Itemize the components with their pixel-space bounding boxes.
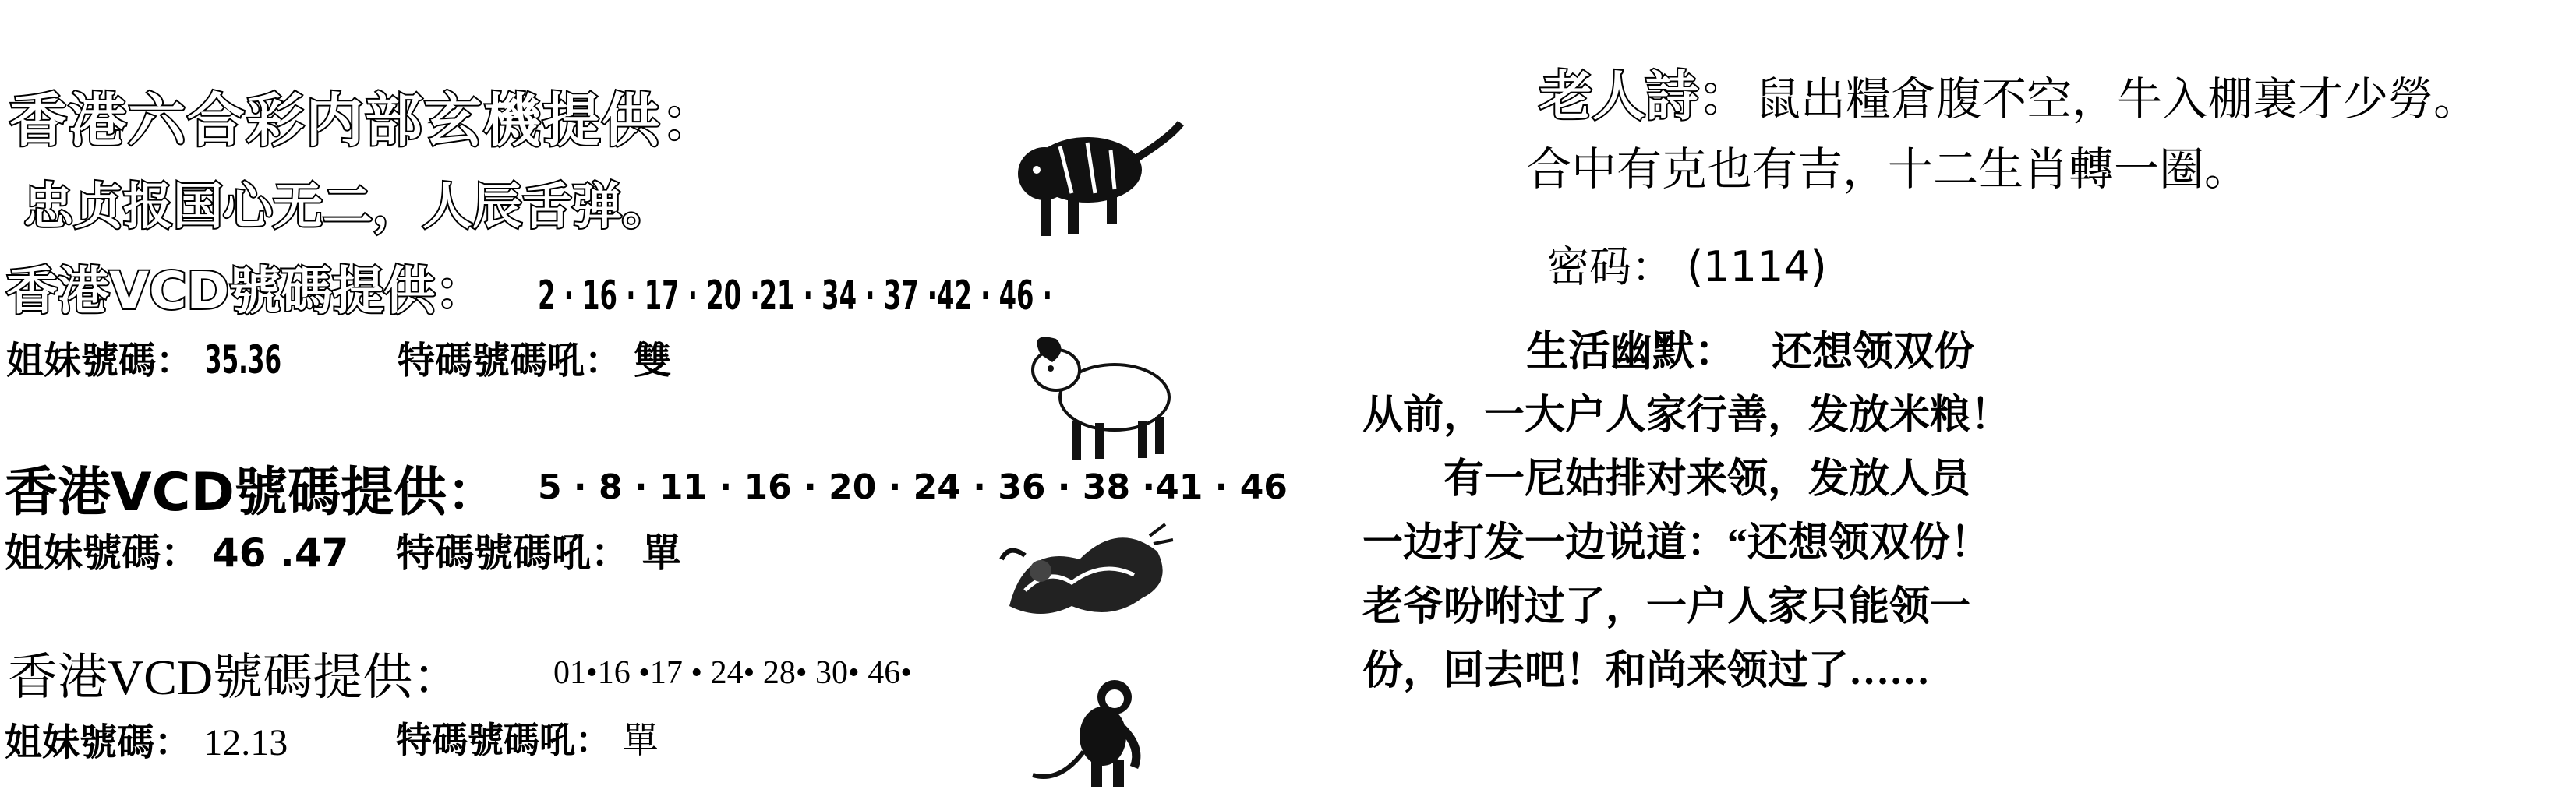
humor-title: 还想领双份: [1772, 330, 1975, 375]
block3-sister-row: [5, 712, 288, 766]
block1-sister-row: [6, 330, 328, 384]
dragon-icon: [994, 513, 1181, 629]
block1-label: 香港VCD號碼提供：: [6, 261, 487, 321]
block1-special-label: 特碼號碼吼：: [398, 339, 623, 382]
block1-sister-value: 35.36: [205, 337, 282, 382]
block3-sister-label: 姐妹號碼：: [5, 722, 193, 763]
block2-special-value: 單: [641, 530, 681, 576]
password-row: [1547, 234, 1827, 294]
block2-special-row: [396, 522, 681, 578]
main-title: 香港六合彩内部玄機提供：: [9, 87, 720, 154]
block2-sister-value: 46 .47: [211, 530, 349, 576]
block3-special-row: [396, 712, 659, 763]
block1-numbers-text: 2 · 16 · 17 · 20 ·21 · 34 · 37 ·42 · 46 ·: [538, 273, 1052, 319]
story-line-3: 一边打发一边说道：“还想领双份！: [1362, 521, 1991, 566]
goat-icon: [1021, 323, 1185, 463]
block2-sister-label: 姐妹號碼：: [5, 530, 200, 576]
monkey-icon: [1029, 674, 1154, 791]
block2-label: 香港VCD號碼提供：: [5, 462, 500, 523]
humor-label: 生活幽默：: [1526, 326, 1737, 375]
block1-sister-label: 姐妹號碼：: [6, 339, 194, 382]
poem-line1-row: [1539, 55, 2479, 130]
block1-numbers: [538, 273, 1239, 319]
block3-numbers: 01•16 •17 • 24• 28• 30• 46•: [553, 655, 912, 691]
poem-label: 老人詩：: [1539, 66, 1752, 128]
block3-sister-value: 12.13: [203, 722, 288, 763]
block2-numbers: 5 · 8 · 11 · 16 · 20 · 24 · 36 · 38 ·41 · 46: [538, 467, 1288, 507]
block3-label: 香港VCD號碼提供：: [8, 650, 463, 705]
block3-special-value: 單: [622, 721, 659, 760]
humor-row: [1526, 318, 1974, 378]
tiger-icon: [1013, 107, 1193, 244]
block1-special-row: [398, 330, 671, 384]
slogan: 忠贞报国心无二，人辰舌弹。: [23, 178, 672, 236]
block1-special-value: 雙: [634, 339, 672, 382]
story-line-1: 从前，一大户人家行善，发放米粮！: [1362, 393, 2012, 438]
poem-line1: 鼠出糧倉腹不空，牛入棚裏才少勞。: [1755, 74, 2479, 125]
block2-sister-row: [5, 522, 348, 578]
story-line-5: 份，回去吧！和尚来领过了……: [1362, 649, 1931, 693]
story-line-2: 有一尼姑排对来领，发放人员: [1362, 457, 1971, 502]
password-label: 密码：: [1547, 242, 1673, 291]
poem-line2: 合中有克也有吉，十二生肖轉一圈。: [1526, 144, 2250, 195]
password-value: (1114): [1687, 242, 1827, 291]
block3-special-label: 特碼號碼吼：: [396, 721, 611, 760]
story-line-4: 老爷吩咐过了，一户人家只能领一: [1362, 585, 1971, 629]
block2-special-label: 特碼號碼吼：: [396, 530, 630, 576]
